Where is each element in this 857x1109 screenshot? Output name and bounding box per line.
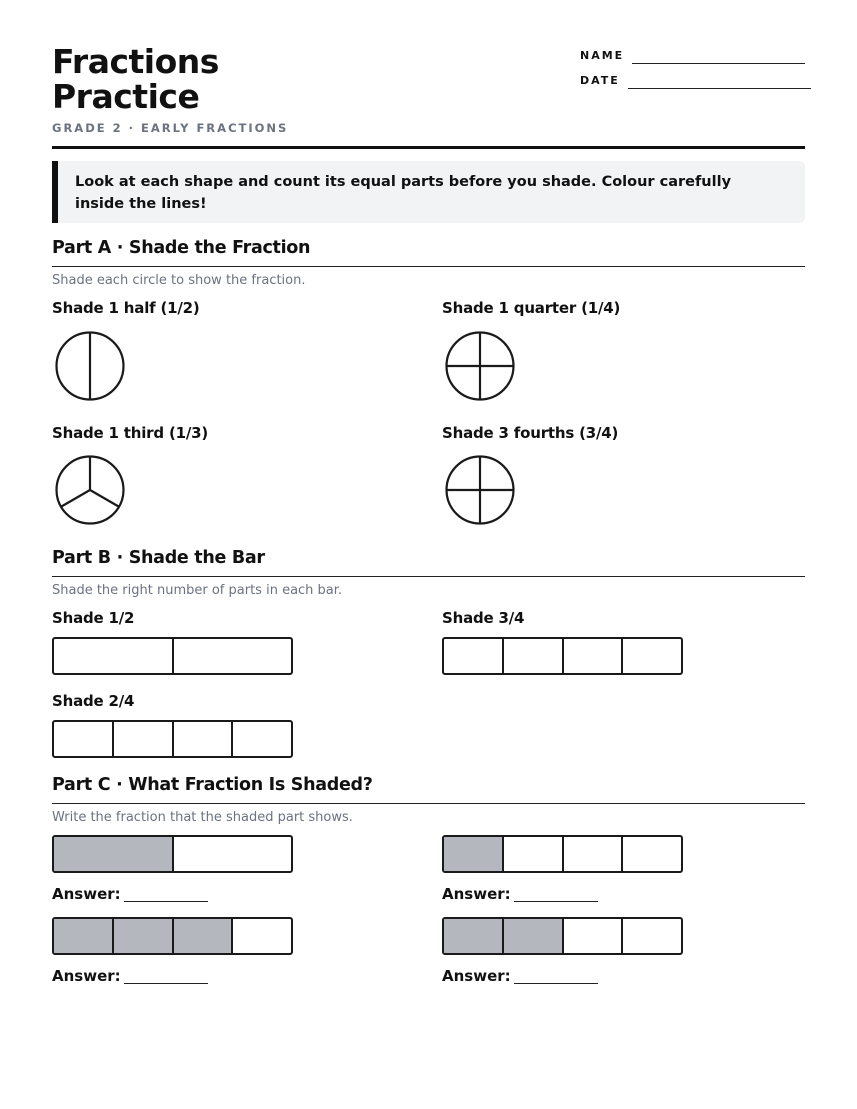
instruction-text: Look at each shape and count its equal parts before you shade. Colour carefully inside the lines! (75, 174, 732, 212)
bar-cell[interactable] (233, 722, 291, 756)
date-label: DATE (580, 74, 620, 87)
answer-label: Answer: (52, 885, 121, 903)
bar-cell-shaded (54, 837, 174, 871)
answer-write-line[interactable] (124, 901, 208, 902)
bar-cell[interactable] (174, 722, 234, 756)
title-line-2: Practice (52, 77, 200, 116)
bar-cell (564, 837, 624, 871)
part-b-title: Part B · Shade the Bar (52, 548, 265, 568)
bar-cell[interactable] (54, 722, 114, 756)
bar-cell (233, 919, 291, 953)
header-divider (52, 146, 805, 149)
bar-cell-shaded (114, 919, 174, 953)
grade-subtitle: GRADE 2 · EARLY FRACTIONS (52, 121, 289, 135)
answer-label: Answer: (52, 967, 121, 985)
bar-cell (623, 919, 681, 953)
bar-cell-shaded (174, 919, 234, 953)
shade-bar-fourths[interactable] (442, 637, 683, 675)
bar-cell[interactable] (504, 639, 564, 673)
name-label: NAME (580, 49, 625, 62)
bar-cell[interactable] (623, 639, 681, 673)
part-a-divider (52, 266, 805, 267)
part-a-item-label: Shade 1 third (1/3) (52, 424, 209, 442)
bar-cell-shaded (504, 919, 564, 953)
shade-bar-halves[interactable] (52, 637, 293, 675)
part-b-item-label: Shade 3/4 (442, 609, 525, 627)
bar-cell-shaded (54, 919, 114, 953)
worksheet-page (52, 0, 805, 1109)
answer-label: Answer: (442, 967, 511, 985)
fraction-circle-fourths[interactable] (444, 454, 520, 530)
name-field (580, 49, 805, 65)
bar-cell[interactable] (444, 639, 504, 673)
instruction-box (52, 161, 805, 223)
bar-cell-shaded (444, 837, 504, 871)
part-c-title: Part C · What Fraction Is Shaded? (52, 775, 373, 795)
bar-cell (564, 919, 624, 953)
shaded-fraction-bar (442, 835, 683, 873)
fraction-circle-halves[interactable] (54, 330, 130, 406)
part-b-divider (52, 576, 805, 577)
bar-cell (623, 837, 681, 871)
page-title (52, 44, 219, 114)
bar-cell (174, 837, 292, 871)
part-a-item-label: Shade 1 quarter (1/4) (442, 299, 621, 317)
part-a-item-label: Shade 1 half (1/2) (52, 299, 200, 317)
answer-write-line[interactable] (514, 901, 598, 902)
answer-write-line[interactable] (124, 983, 208, 984)
title-line-1: Fractions (52, 42, 219, 81)
part-b-item-label: Shade 2/4 (52, 692, 135, 710)
answer-write-line[interactable] (514, 983, 598, 984)
part-a-item-label: Shade 3 fourths (3/4) (442, 424, 619, 442)
answer-label: Answer: (442, 885, 511, 903)
part-b-item-label: Shade 1/2 (52, 609, 135, 627)
name-write-line[interactable] (632, 63, 805, 64)
part-a-instructions: Shade each circle to show the fraction. (52, 273, 306, 288)
bar-cell-shaded (444, 919, 504, 953)
bar-cell[interactable] (174, 639, 292, 673)
part-c-divider (52, 803, 805, 804)
date-write-line[interactable] (628, 88, 811, 89)
part-b-instructions: Shade the right number of parts in each bar. (52, 583, 343, 598)
circle-divider (61, 490, 90, 507)
circle-divider (90, 490, 119, 507)
shade-bar-fourths[interactable] (52, 720, 293, 758)
shaded-fraction-bar (52, 917, 293, 955)
bar-cell[interactable] (114, 722, 174, 756)
date-field (580, 74, 812, 90)
shaded-fraction-bar (442, 917, 683, 955)
fraction-circle-thirds[interactable] (54, 454, 130, 530)
bar-cell (504, 837, 564, 871)
part-a-title: Part A · Shade the Fraction (52, 238, 311, 258)
bar-cell[interactable] (54, 639, 174, 673)
bar-cell[interactable] (564, 639, 624, 673)
fraction-circle-quarters[interactable] (444, 330, 520, 406)
part-c-instructions: Write the fraction that the shaded part shows. (52, 810, 353, 825)
shaded-fraction-bar (52, 835, 293, 873)
